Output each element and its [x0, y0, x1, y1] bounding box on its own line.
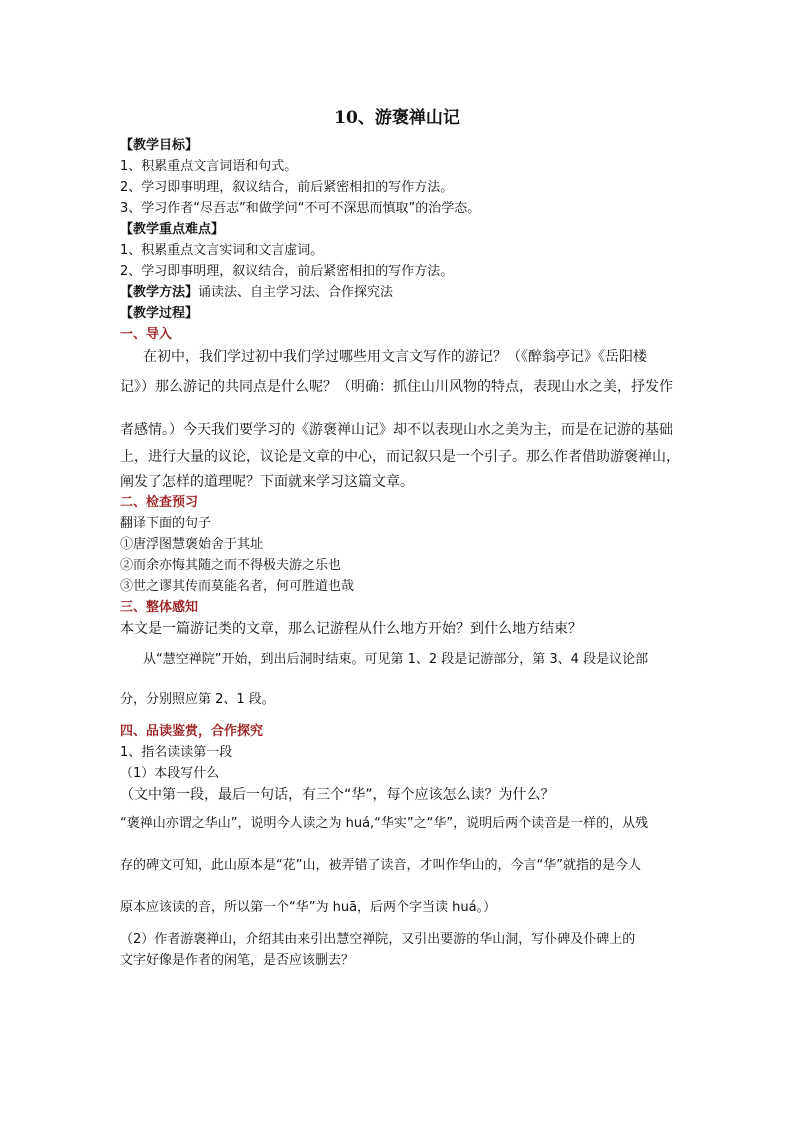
section4-question-1: （1）本段写什么	[120, 766, 220, 781]
section3-answer-line-1: 从“慧空禅院”开始，到出后洞时结束。可见第 1、2 段是记游部分，第 3、4 段是议论部	[143, 652, 649, 667]
section1-line-1: 在初中，我们学过初中我们学过哪些用文言文写作的游记？（《醉翁亭记》《岳阳楼	[143, 349, 647, 365]
section4-question-1-detail: （文中第一段，最后一句话，有三个“华”，每个应该怎么读？为什么？	[120, 787, 555, 803]
section3-question: 本文是一篇游记类的文章，那么记游程从什么地方开始？到什么地方结束？	[120, 621, 582, 637]
section1-line-5: 阐发了怎样的道理呢？下面就来学习这篇文章。	[120, 474, 414, 490]
objectives-heading: 【教学目标】	[120, 138, 199, 153]
section1-line-3: 者感情。）今天我们要学习的《游褒禅山记》却不以表现山水之美为主，而是在记游的基础	[120, 422, 673, 438]
objective-item-3: 3、学习作者“尽吾志”和做学问“不可不深思而慎取”的治学态。	[120, 201, 481, 216]
objective-item-1: 1、积累重点文言词语和句式。	[120, 159, 298, 174]
section4-item-1: 1、指名读读第一段	[120, 745, 233, 760]
section2-heading: 二、检查预习	[120, 495, 199, 510]
section3-heading: 三、整体感知	[120, 600, 199, 615]
key-point-item-1: 1、积累重点文言实词和文言虚词。	[120, 243, 324, 258]
methods-line	[120, 283, 393, 303]
page-title: 10、游褒禅山记	[334, 108, 460, 128]
key-points-heading: 【教学重点难点】	[120, 222, 225, 237]
translation-item-1: ①唐浮图慧褒始舍于其址	[120, 537, 264, 552]
objective-item-2: 2、学习即事明理，叙议结合，前后紧密相扣的写作方法。	[120, 180, 454, 195]
methods-heading: 【教学方法】	[120, 285, 199, 300]
section1-line-4: 上，进行大量的议论，议论是文章的中心，而记叙只是一个引子。那么作者借助游褒禅山，	[120, 449, 680, 465]
translation-item-3: ③世之谬其传而莫能名者，何可胜道也哉	[120, 579, 355, 594]
section1-line-2: 记》）那么游记的共同点是什么呢？（明确：抓住山川风物的特点，表现山水之美，抒发作	[120, 379, 673, 395]
process-heading: 【教学过程】	[120, 306, 199, 321]
key-point-item-2: 2、学习即事明理，叙议结合，前后紧密相扣的写作方法。	[120, 264, 454, 279]
section2-intro: 翻译下面的句子	[120, 516, 212, 531]
section4-answer-line-3: 原本应该读的音，所以第一个“华”为 huā，后两个字当读 huá。）	[120, 900, 497, 915]
section4-answer-line-1: “褒禅山亦谓之华山”，说明今人读之为 huá,“华实”之“华”，说明后两个读音是一样的，从残	[120, 816, 649, 831]
section4-heading: 四、品读鉴赏，合作探究	[120, 724, 264, 739]
section3-answer-line-2: 分，分别照应第 2、1 段。	[120, 692, 275, 707]
translation-item-2: ②而余亦悔其随之而不得极夫游之乐也	[120, 558, 342, 573]
methods-text: 诵读法、自主学习法、合作探究法	[198, 285, 394, 300]
section4-question-2-line-1: （2）作者游褒禅山，介绍其由来引出慧空禅院，又引出要游的华山洞，写仆碑及仆碑上的	[120, 932, 636, 947]
section4-answer-line-2: 存的碑文可知，此山原本是“花”山，被弄错了读音，才叫作华山的，今言“华”就指的是今人	[120, 858, 641, 873]
section4-question-2-line-2: 文字好像是作者的闲笔，是否应该删去？	[120, 953, 355, 968]
section1-heading: 一、导入	[120, 327, 173, 342]
